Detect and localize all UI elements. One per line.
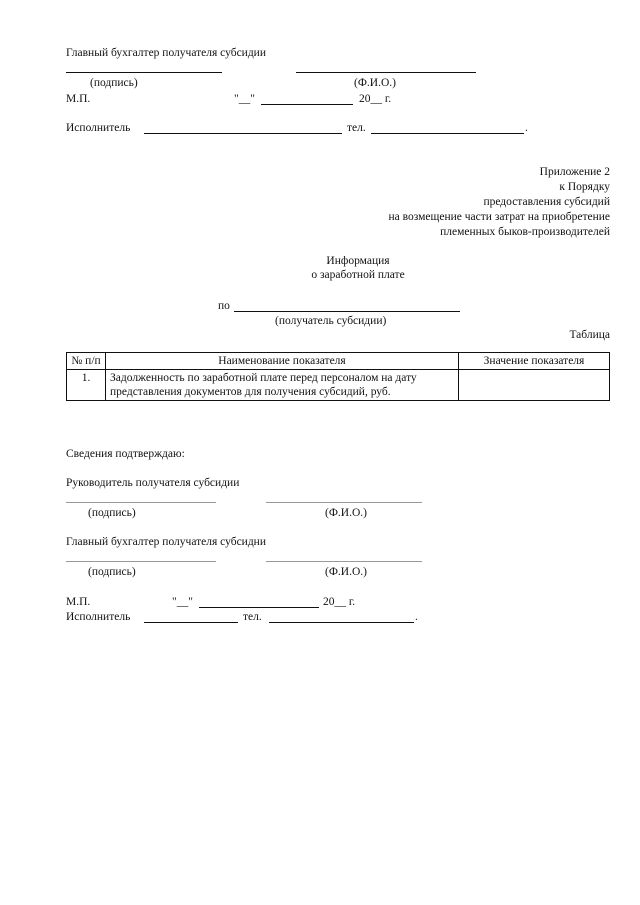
- head-fio-line: [266, 502, 422, 503]
- period-2: .: [415, 611, 418, 623]
- header-number: № п/п: [67, 353, 106, 370]
- recipient-line: [234, 311, 460, 312]
- phone-label: тел.: [347, 122, 366, 134]
- appendix-line-2: к Порядку: [559, 181, 610, 193]
- executor-line: [144, 133, 342, 134]
- date-year: 20__ г.: [359, 93, 392, 105]
- executor-label-2: Исполнитель: [66, 611, 131, 623]
- head-signature-line: [66, 502, 216, 503]
- chief-accountant-label-2: Главный бухгалтер получателя субсидни: [66, 536, 266, 548]
- fio-caption: (Ф.И.О.): [354, 77, 396, 89]
- head-signature-caption: (подпись): [88, 507, 136, 519]
- date-month-line-2: [199, 607, 319, 608]
- date-year-2: 20__ г.: [323, 596, 356, 608]
- accountant-fio-caption: (Ф.И.О.): [325, 566, 367, 578]
- head-fio-caption: (Ф.И.О.): [325, 507, 367, 519]
- by-label: по: [218, 300, 230, 312]
- document-title: Информация: [326, 255, 390, 267]
- date-day: "__": [234, 93, 255, 105]
- appendix-line-1: Приложение 2: [539, 166, 610, 178]
- head-label: Руководитель получателя субсидии: [66, 477, 240, 489]
- period: .: [525, 122, 528, 134]
- executor-label: Исполнитель: [66, 122, 131, 134]
- accountant-fio-line: [266, 561, 422, 562]
- header-indicator-name: Наименование показателя: [106, 353, 459, 370]
- signature-caption: (подпись): [90, 77, 138, 89]
- executor-line-2: [144, 622, 238, 623]
- row-indicator-name: Задолженность по заработной плате перед персоналом на дату представления документов для получения субсидий, руб.: [106, 370, 459, 401]
- signature-line: [66, 72, 222, 73]
- date-month-line: [261, 104, 353, 105]
- stamp-label: М.П.: [66, 93, 91, 105]
- fio-line: [296, 72, 476, 73]
- header-indicator-value: Значение показателя: [459, 353, 610, 370]
- chief-accountant-label: Главный бухгалтер получателя субсидии: [66, 47, 266, 59]
- phone-line: [371, 133, 524, 134]
- accountant-signature-caption: (подпись): [88, 566, 136, 578]
- stamp-label-2: М.П.: [66, 596, 91, 608]
- confirm-label: Сведения подтверждаю:: [66, 448, 185, 460]
- appendix-line-5: племенных быков-производителей: [440, 226, 610, 238]
- appendix-line-3: предоставления субсидий: [483, 196, 610, 208]
- document-subtitle: о заработной плате: [311, 269, 405, 281]
- phone-label-2: тел.: [243, 611, 262, 623]
- table-header-row: [67, 353, 610, 370]
- phone-line-2: [269, 622, 414, 623]
- info-table: [66, 352, 610, 401]
- row-number: 1.: [67, 370, 106, 401]
- recipient-caption: (получатель субсидии): [275, 315, 387, 327]
- appendix-line-4: на возмещение части затрат на приобретение: [388, 211, 610, 223]
- table-label: Таблица: [569, 329, 610, 341]
- accountant-signature-line: [66, 561, 216, 562]
- row-indicator-value: [459, 370, 610, 401]
- table-row: [67, 370, 610, 401]
- date-day-2: "__": [172, 596, 193, 608]
